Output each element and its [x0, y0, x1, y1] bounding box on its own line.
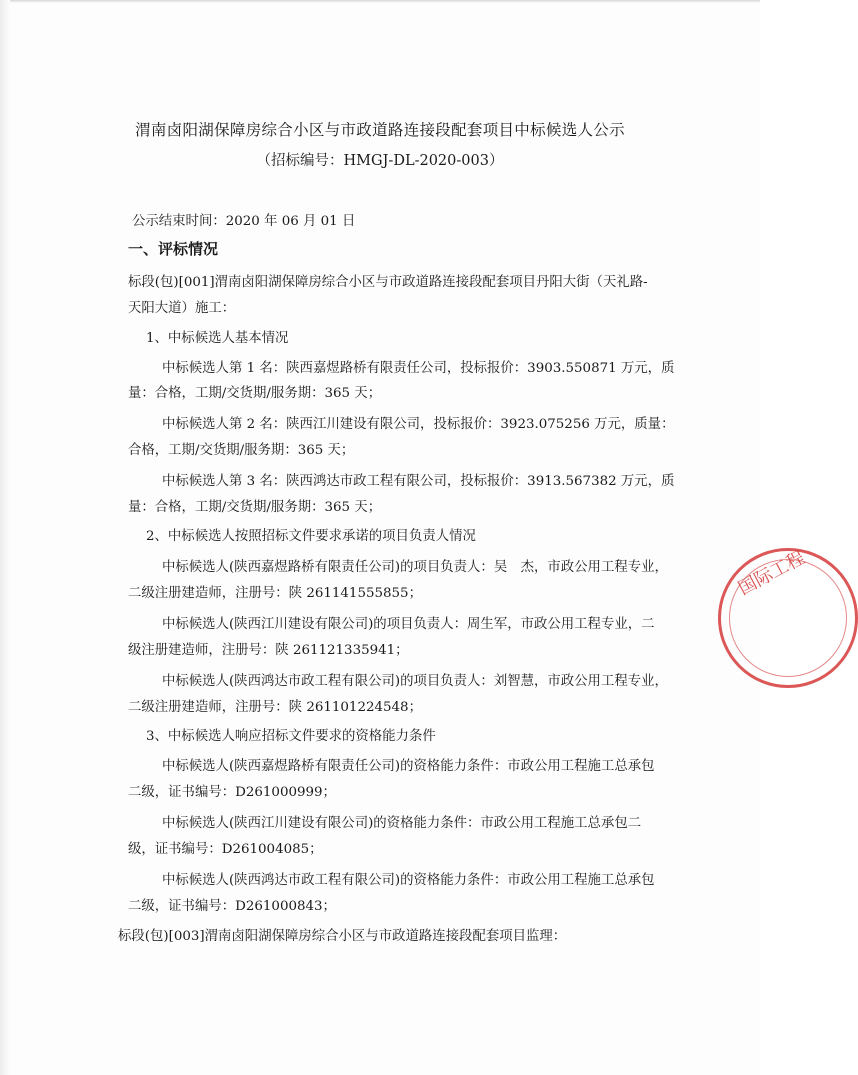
lot1-intro-line2: 天阳大道）施工：: [128, 301, 236, 316]
lot1-intro-line1: 标段(包)[001]渭南卤阳湖保障房综合小区与市政道路连接段配套项目丹阳大街（天礼路-: [128, 275, 648, 290]
project-manager-1-line2: 二级注册建造师，注册号：陕 261141555855；: [128, 586, 422, 601]
qualification-3-line1: 中标候选人(陕西鸿达市政工程有限公司)的资格能力条件：市政公用工程施工总承包: [162, 873, 655, 888]
qualification-2-line2: 级，证书编号：D261004085；: [128, 842, 323, 857]
subsection-heading-candidates: 1、中标候选人基本情况: [146, 331, 289, 346]
candidate-1-line1: 中标候选人第 1 名：陕西嘉煜路桥有限责任公司，投标报价：3903.550871 万元，质: [162, 361, 675, 376]
candidate-1-line2: 量：合格，工期/交货期/服务期：365 天；: [128, 386, 382, 401]
section-heading-evaluation: 一、评标情况: [128, 240, 219, 258]
tender-number: （招标编号：HMGJ-DL-2020-003）: [256, 153, 504, 169]
official-seal-stamp: [718, 548, 858, 688]
qualification-3-line2: 二级，证书编号：D261000843；: [128, 899, 336, 914]
project-manager-2-line1: 中标候选人(陕西江川建设有限公司)的项目负责人：周生军，市政公用工程专业，二: [162, 617, 655, 632]
document-title: 渭南卤阳湖保障房综合小区与市政道路连接段配套项目中标候选人公示: [135, 121, 625, 139]
candidate-2-line2: 合格，工期/交货期/服务期：365 天；: [128, 443, 355, 458]
candidate-2-line1: 中标候选人第 2 名：陕西江川建设有限公司，投标报价：3923.075256 万元，质量：: [162, 417, 675, 432]
qualification-2-line1: 中标候选人(陕西江川建设有限公司)的资格能力条件：市政公用工程施工总承包二: [162, 816, 642, 831]
lot3-intro: 标段(包)[003]渭南卤阳湖保障房综合小区与市政道路连接段配套项目监理：: [118, 929, 567, 944]
publicity-end-time: 公示结束时间：2020 年 06 月 01 日: [132, 214, 356, 229]
project-manager-2-line2: 级注册建造师，注册号：陕 261121335941；: [128, 643, 409, 658]
subsection-heading-project-managers: 2、中标候选人按照招标文件要求承诺的项目负责人情况: [146, 529, 476, 544]
scan-edge-top: [0, 0, 760, 3]
qualification-1-line1: 中标候选人(陕西嘉煜路桥有限责任公司)的资格能力条件：市政公用工程施工总承包: [162, 759, 655, 774]
project-manager-3-line2: 二级注册建造师，注册号：陕 261101224548；: [128, 700, 422, 715]
seal-text: 国际工程: [735, 547, 809, 600]
candidate-3-line2: 量：合格，工期/交货期/服务期：365 天；: [128, 500, 382, 515]
qualification-1-line2: 二级，证书编号：D261000999；: [128, 785, 336, 800]
subsection-heading-qualifications: 3、中标候选人响应招标文件要求的资格能力条件: [146, 729, 436, 744]
candidate-3-line1: 中标候选人第 3 名：陕西鸿达市政工程有限公司，投标报价：3913.567382 万元，质: [162, 474, 675, 489]
project-manager-3-line1: 中标候选人(陕西鸿达市政工程有限公司)的项目负责人：刘智慧，市政公用工程专业，: [162, 674, 668, 689]
project-manager-1-line1: 中标候选人(陕西嘉煜路桥有限责任公司)的项目负责人：吴 杰，市政公用工程专业，: [162, 560, 668, 575]
